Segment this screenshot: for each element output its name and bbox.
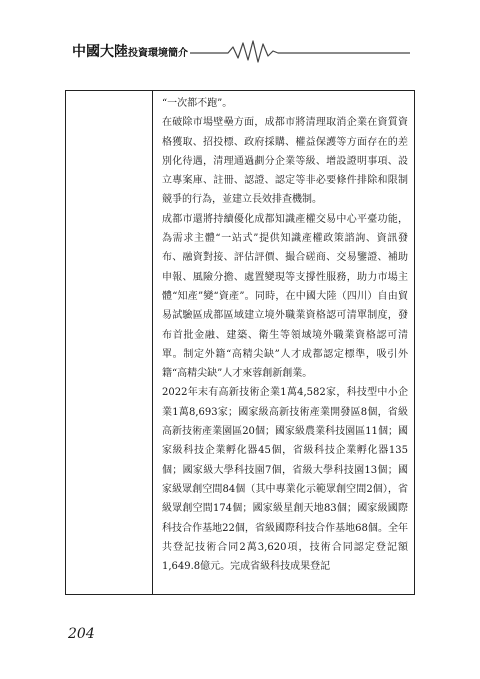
content-table [65, 90, 415, 595]
paragraph: “一次都不跑”。 [162, 98, 233, 109]
paragraph: 在破除市場壁壘方面，成都市將清理取消企業在資質資格獲取、招投標、政府採購、權益保護等方面存在的差別化待遇，清理通過劃分企業等級、增設證明事項、設立專案庫、註冊、認證、認定等非必要條件排除和限制競爭的行為，並建立長效排查機制。 [162, 117, 408, 206]
content-text [162, 94, 408, 576]
page-number: 204 [68, 626, 95, 642]
table-column-divider [152, 91, 153, 594]
paragraph: 2022年末有高新技術企業1萬4,582家，科技型中小企業1萬8,693家；國家級高新技術產業開發區8個，省級高新技術產業園區20個；國家級農業科技園區11個；國家級科技企業孵化器45個，省級科技企業孵化器135個；國家級大學科技園7個，省級大學科技園13個；國家級眾創空間84個（其中專業化示範眾創空間2個），省級眾創空間174個；國家級星創天地83個；國家級國際科技合作基地22個，省級國際科技合作基地68個。全年共登記技術合同2萬3,620項，技術合同認定登記額1,649.8億元。完成省級科技成果登記 [162, 387, 408, 573]
header-title-small: 投資環境簡介 [128, 48, 188, 59]
header-heartbeat-line [0, 0, 480, 70]
header-title-large: 中國大陸 [72, 44, 128, 60]
paragraph: 成都市還將持續優化成都知識產權交易中心平臺功能，為需求主體“一站式”提供知識產權政策諮詢、資訊發布、融資對接、評估評價、撮合磋商、交易鑒證、補助申報、風險分擔、處置變現等支撐性服務，助力市場主體“知產”變“資產”。同時，在中國大陸（四川）自由貿易試驗區成都區域建立境外職業資格認可清單制度，發布首批金融、建築、衛生等領域境外職業資格認可清單。制定外籍“高精尖缺”人才成都認定標準，吸引外籍“高精尖缺”人才來蓉創新創業。 [162, 213, 408, 380]
page-header [0, 0, 480, 70]
